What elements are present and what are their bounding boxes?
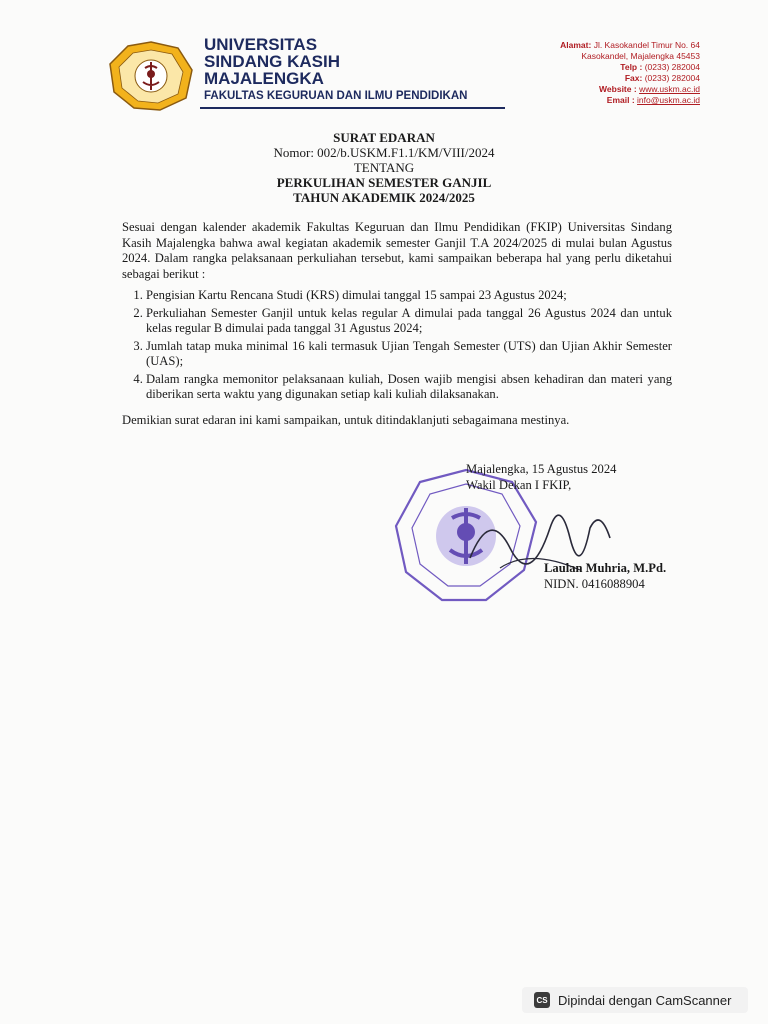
list-item: 4. Dalam rangka memonitor pelaksanaan kuliah, Dosen wajib mengisi absen kehadiran dan materi yang diberikan serta waktu yang digunakan setiap kali kuliah dilaksanakan.: [146, 372, 672, 403]
fax-label: Fax:: [624, 73, 643, 83]
university-logo-icon: [108, 40, 194, 112]
address-row: [560, 40, 700, 51]
letter-subject: PERKULIHAN SEMESTER GANJIL: [276, 175, 492, 190]
intro-paragraph: Sesuai dengan kalender akademik Fakultas Keguruan dan Ilmu Pendidikan (FKIP) Universitas Sindang Kasih Majalengka bahwa awal kegiatan akademik semester Ganjil T.A 2024/2025 di mulai bulan Agustus 2024. Dalam rangka pelaksanaan perkuliahan tersebut, kami sampaikan beberapa hal yang perlu diketahui sebagai berikut :: [122, 220, 672, 281]
website-link[interactable]: www.uskm.ac.id: [639, 84, 700, 94]
signatory-nidn: NIDN. 0416088904: [544, 576, 645, 591]
website-label: Website :: [599, 84, 637, 94]
letter-title-block: [0, 130, 768, 205]
camscanner-icon: CS: [534, 992, 550, 1008]
website-row: [560, 84, 700, 95]
closing-paragraph: Demikian surat edaran ini kami sampaikan, untuk ditindaklanjuti sebagaimana mestinya.: [122, 412, 570, 427]
address-line2: Kasokandel, Majalengka 45453: [581, 51, 700, 61]
fax-value: (0233) 282004: [644, 73, 700, 83]
list-item: 2. Perkuliahan Semester Ganjil untuk kelas regular A dimulai pada tanggal 26 Agustus 2024 dan untuk kelas regular B dimulai pada tanggal 31 Agustus 2024;: [146, 306, 672, 337]
phone-row: [560, 62, 700, 73]
letter-body: [122, 220, 672, 441]
signatory-block: [544, 561, 666, 592]
letter-about: TENTANG: [353, 160, 415, 175]
phone-label: Telp :: [620, 62, 643, 72]
address-label: Alamat:: [560, 40, 592, 50]
list-item: 1. Pengisian Kartu Rencana Studi (KRS) dimulai tanggal 15 sampai 23 Agustus 2024;: [146, 288, 672, 304]
address-row-2: [560, 51, 700, 62]
email-row: [560, 95, 700, 106]
list-item: 3. Jumlah tatap muka minimal 16 kali termasuk Ujian Tengah Semester (UTS) dan Ujian Akhir Semester (UAS);: [146, 339, 672, 370]
letter-type: SURAT EDARAN: [333, 130, 435, 145]
faculty-name: FAKULTAS KEGURUAN DAN ILMU PENDIDIKAN: [204, 90, 468, 102]
email-link[interactable]: info@uskm.ac.id: [637, 95, 700, 105]
points-list: [122, 288, 672, 403]
university-name-line2: SINDANG KASIH: [204, 52, 341, 71]
camscanner-badge: [522, 987, 748, 1013]
header-divider: [200, 107, 505, 109]
letter-academic-year: TAHUN AKADEMIK 2024/2025: [293, 190, 475, 205]
email-label: Email :: [606, 95, 635, 105]
address-line1: Jl. Kasokandel Timur No. 64: [593, 40, 700, 50]
contact-block: [560, 40, 700, 106]
letter-number: Nomor: 002/b.USKM.F1.1/KM/VIII/2024: [273, 145, 495, 160]
university-name-line3: MAJALENGKA: [204, 69, 324, 88]
camscanner-text: Dipindai dengan CamScanner: [558, 992, 732, 1008]
university-name-line1: UNIVERSITAS: [204, 35, 318, 54]
university-name: [204, 36, 340, 87]
signatory-name: Laulan Muhria, M.Pd.: [544, 561, 667, 575]
place-date: Majalengka, 15 Agustus 2024: [466, 462, 617, 476]
signature-header: [466, 462, 616, 493]
fax-row: [560, 73, 700, 84]
signatory-position: Wakil Dekan I FKIP,: [466, 477, 572, 492]
phone-value: (0233) 282004: [644, 62, 700, 72]
